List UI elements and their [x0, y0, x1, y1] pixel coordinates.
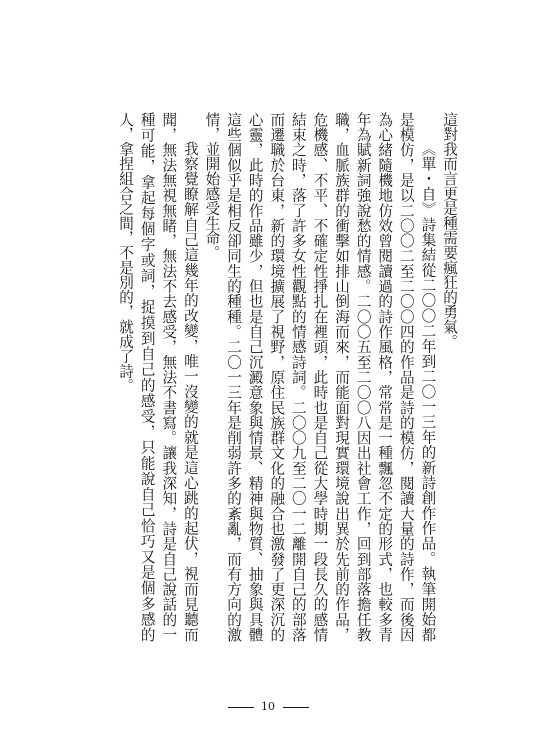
- page-number: 10: [261, 700, 275, 713]
- footer-rule-right: [283, 707, 309, 708]
- paragraph: 《單・自》詩集結從二〇〇二年到二〇一三年的新詩創作作品。執筆開始都是模仿，是以二〇〇二至二〇〇四的作品是詩的模仿，閱讀大量的詩作，而後因為心緒隨機地仿效曾閱讀過的詩作風格，常常是一種飄忽不定的形式，也較多青年為賦新詞強說愁的情感。二〇〇五至二〇〇八因出社會工作，回到部落擔任教職，血脈族群的衝擊如排山倒海而來，而能面對現實環境說出異於先前的作品，危機感、不平、不確定性掙扎在裡頭，此時也是自己從大學時期一段長久的感情結束之時，落了許多女性觀點的情感詩詞。二〇〇九至二〇一二離開自己的部落而遷職於台東，新的環境擴展了視野，原住民族群文化的融合也激發了更深沉的心靈，此時的作品雖少，但也是自己沉澱意象與情景、精神與物質、抽象與具體這些個似乎是相反卻同生的種種。二〇一三年是削弱許多的紊亂，而有方向的激情，並開始感受生命。: [203, 112, 437, 642]
- body-text: [60, 112, 460, 642]
- footer-rule-left: [228, 707, 254, 708]
- paragraph: 我察覺瞭解自己這幾年的改變，唯一沒變的就是這心跳的起伏，視而見聽而聞，無法無視無睹，無法不去感受，無法不書寫。讓我深知，詩是自己說話的一種可能，拿起每個字或詞，捉摸到自己的感受，只能說自己恰巧又是個多感的人，拿捏組合之間，不是別的，就成了詩。: [117, 112, 199, 642]
- page-footer: [0, 700, 536, 713]
- paragraph: 這對我而言更是種需要瘋狂的勇氣。: [441, 112, 458, 349]
